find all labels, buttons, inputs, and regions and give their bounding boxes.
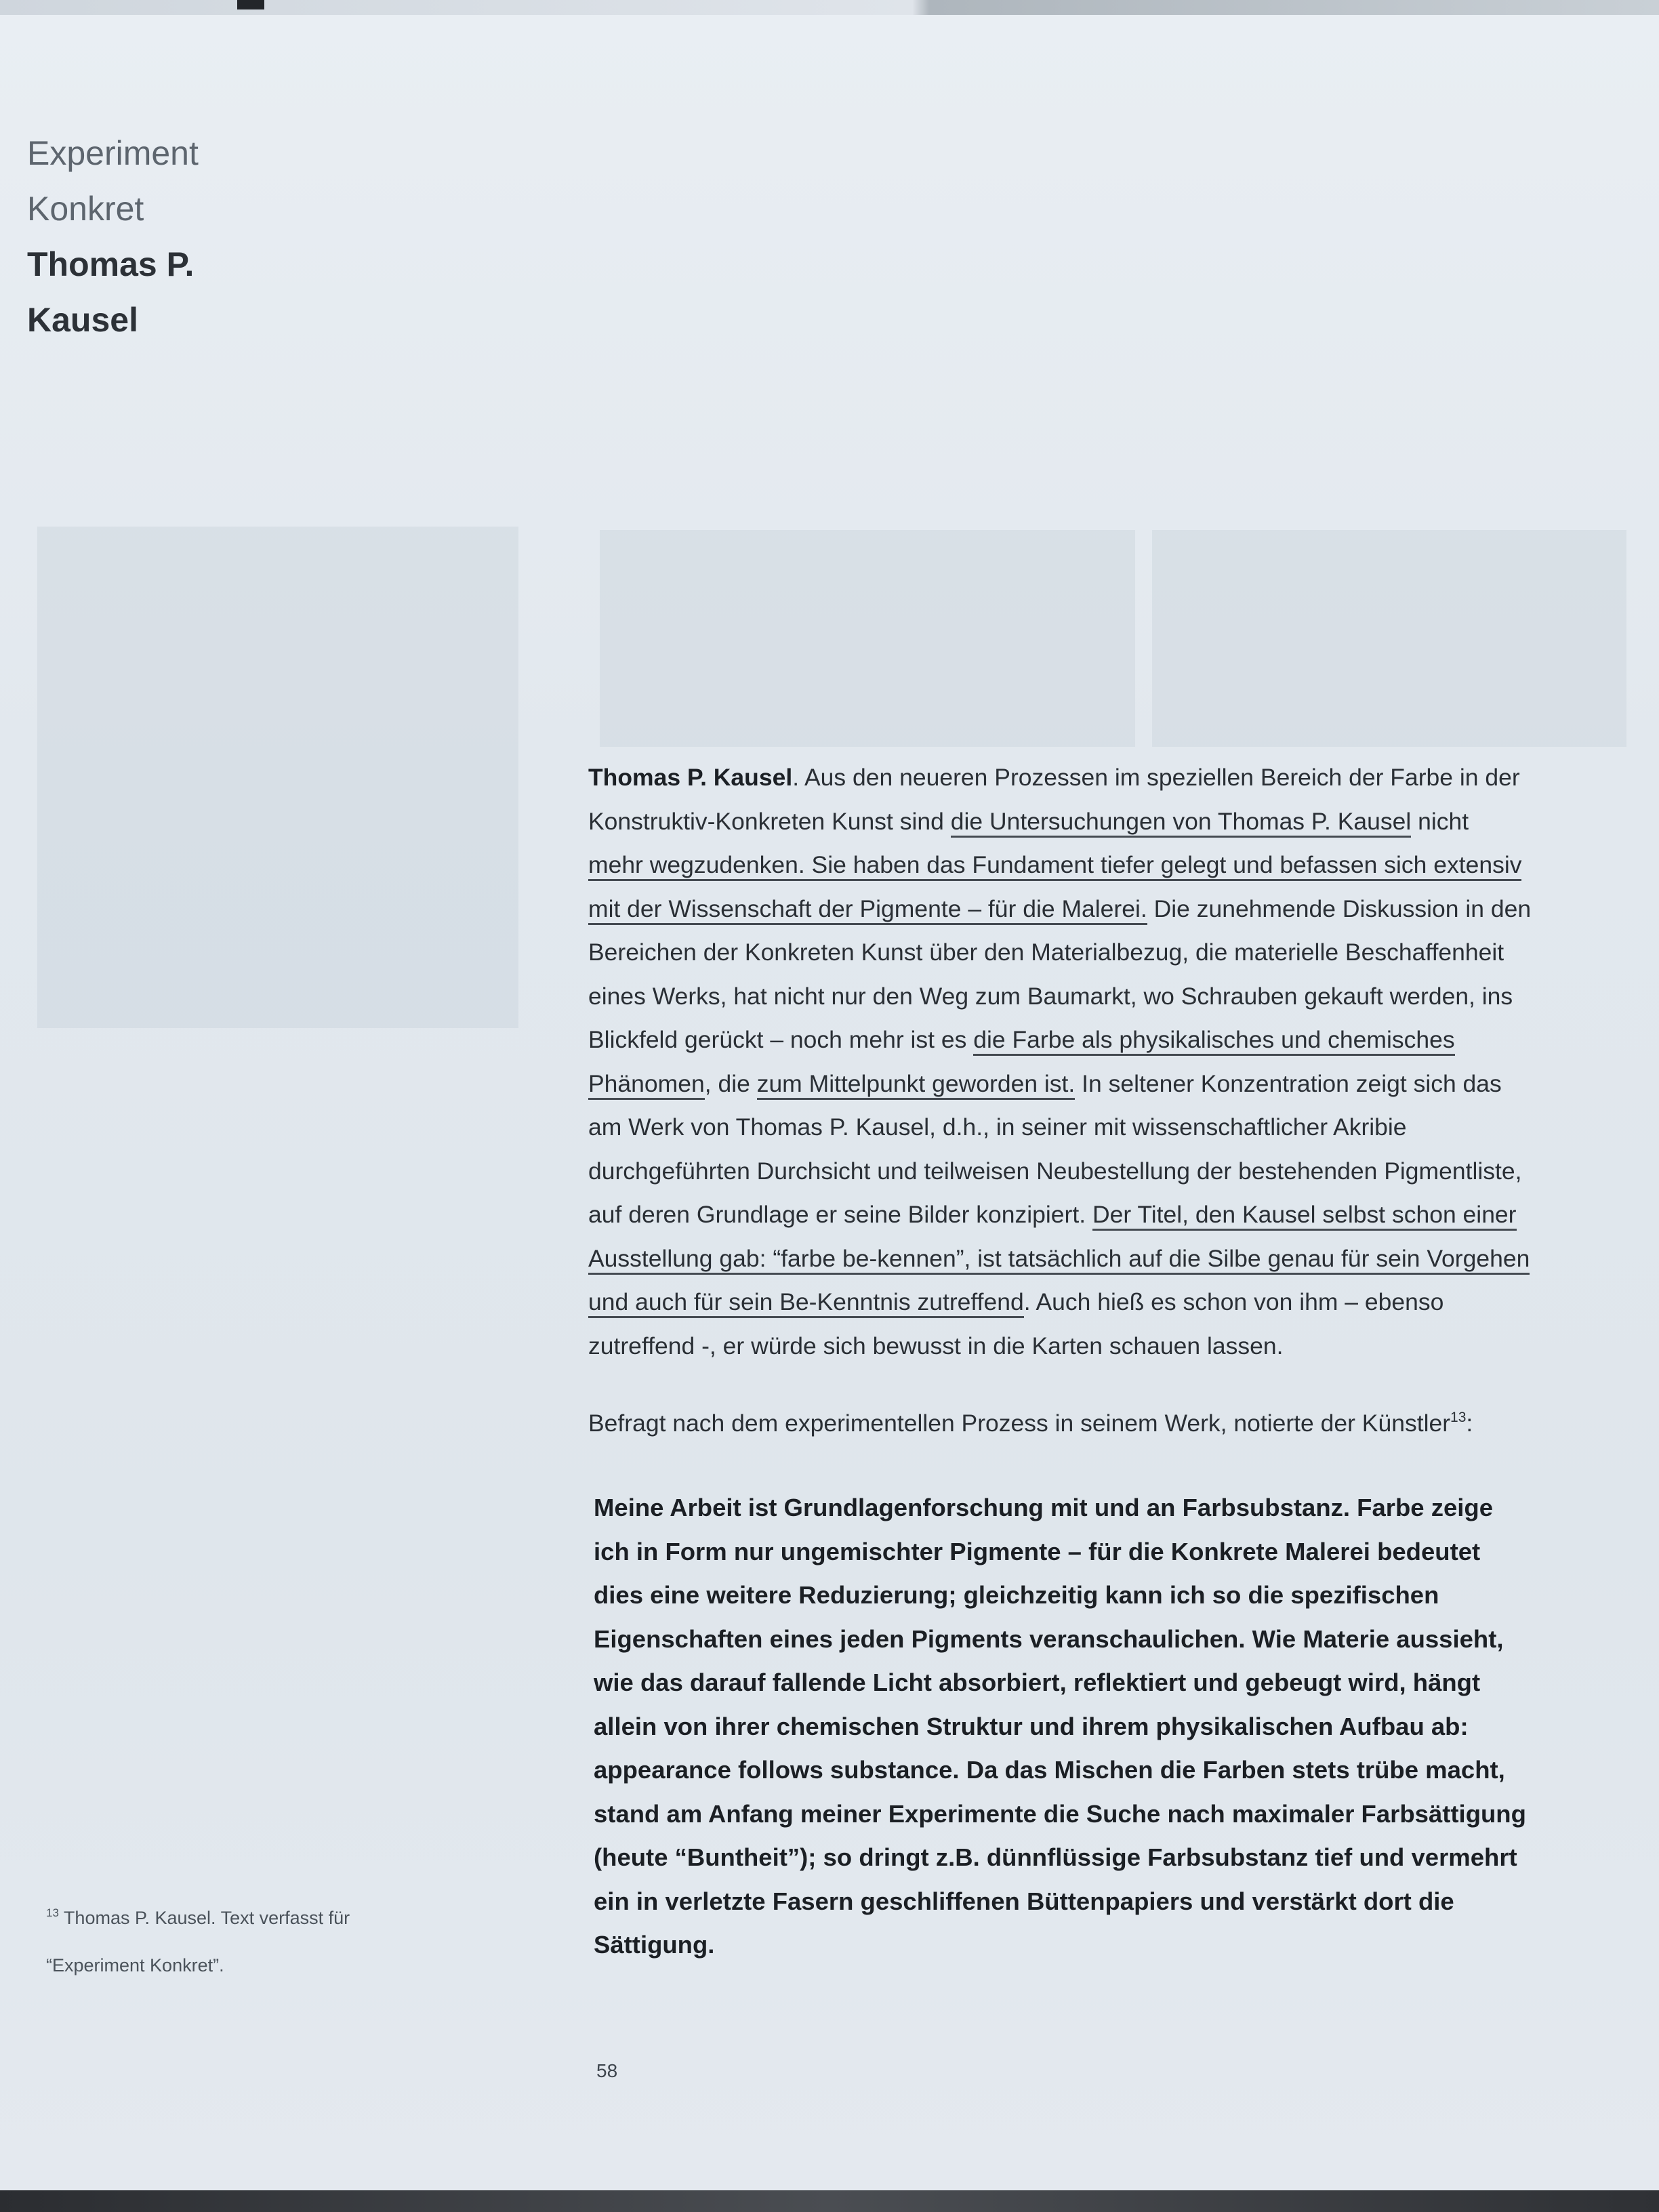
quote-line: wie das darauf fallende Licht absorbiert, reflektiert und gebeugt wird, hängt [594, 1668, 1481, 1696]
quote-line: Meine Arbeit ist Grundlagenforschung mit und an Farbsubstanz. Farbe zeige [594, 1494, 1493, 1521]
footnote-ref: 13 [1450, 1410, 1467, 1425]
quote-line: stand am Anfang meiner Experimente die Suche nach maximaler Farbsättigung [594, 1799, 1526, 1828]
text-line [588, 800, 1645, 844]
heading-line: Thomas P. [27, 245, 194, 283]
top-edge-strip [0, 0, 1659, 16]
show-through-shape [600, 530, 1135, 747]
chapter-heading [27, 125, 366, 348]
quote-line: dies eine weitere Reduzierung; gleichzeitig kann ich so die spezifischen [594, 1581, 1439, 1609]
underlined-span: und auch für sein Be-Kenntnis zutreffend [588, 1288, 1024, 1318]
text-span: : [1466, 1410, 1473, 1437]
heading-line: Kausel [27, 301, 138, 339]
text-line: zutreffend -, er würde sich bewusst in die Karten schauen lassen. [588, 1332, 1284, 1359]
main-paragraph [588, 756, 1645, 1368]
text-span: , die [704, 1069, 757, 1097]
quote-intro [588, 1401, 1645, 1446]
footnote-line [46, 1894, 466, 1942]
text-span: In seltener Konzentration zeigt sich das [1075, 1069, 1502, 1097]
text-span: nicht [1411, 807, 1469, 835]
text-line: durchgeführten Durchsicht und teilweisen Neubestellung der bestehenden Pigmentliste, [588, 1157, 1522, 1185]
artist-quote [594, 1486, 1644, 1967]
text-line [588, 843, 1645, 887]
quote-line: Eigenschaften eines jeden Pigments veranschaulichen. Wie Materie aussieht, [594, 1624, 1504, 1653]
quote-line: appearance follows substance. Da das Mischen die Farben stets trübe macht, [594, 1756, 1505, 1784]
quote-line: ich in Form nur ungemischter Pigmente – für die Konkrete Malerei bedeutet [594, 1537, 1481, 1565]
text-span: . Auch hieß es schon von ihm – ebenso [1023, 1288, 1444, 1315]
text-line: Bereichen der Konkreten Kunst über den Materialbezug, die materielle Beschaffenheit [588, 939, 1504, 966]
underlined-span: die Farbe als physikalisches und chemisches [973, 1026, 1454, 1056]
underlined-span: die Untersuchungen von Thomas P. Kausel [951, 808, 1412, 838]
quote-line: Sättigung. [594, 1931, 715, 1959]
text-span: Konstruktiv-Konkreten Kunst sind [588, 807, 951, 835]
underlined-span: zum Mittelpunkt geworden ist. [757, 1070, 1076, 1100]
text-line [588, 1062, 1645, 1106]
text-line: eines Werks, hat nicht nur den Weg zum Baumarkt, wo Schrauben gekauft werden, ins [588, 982, 1513, 1010]
top-edge-dark-mark [237, 0, 264, 9]
quote-line: ein in verletzte Fasern geschliffenen Büttenpapiers und verstärkt dort die [594, 1887, 1454, 1915]
heading-line: Experiment [27, 134, 199, 172]
underlined-span: Phänomen [588, 1070, 705, 1100]
underlined-span: mit der Wissenschaft der Pigmente – für die Malerei. [588, 895, 1147, 925]
text-span: Die zunehmende Diskussion in den [1147, 895, 1532, 922]
text-line [588, 1237, 1645, 1281]
show-through-shape [37, 527, 518, 1028]
text-span: Befragt nach dem experimentellen Prozess in seinem Werk, notierte der Künstler [588, 1410, 1451, 1437]
text-span: auf deren Grundlage er seine Bilder konzipiert. [588, 1201, 1092, 1228]
text-line: am Werk von Thomas P. Kausel, d.h., in seiner mit wissenschaftlicher Akribie [588, 1113, 1407, 1141]
text-line [588, 887, 1645, 931]
lead-name: Thomas P. Kausel [588, 764, 793, 791]
underlined-span: Der Titel, den Kausel selbst schon einer [1092, 1201, 1517, 1231]
text-span: . Aus den neueren Prozessen im speziellen Bereich der Farbe in der [792, 764, 1520, 791]
text-line [588, 1018, 1645, 1062]
text-line [588, 756, 1645, 800]
show-through-shape [1152, 530, 1626, 747]
underlined-span: mehr wegzudenken [588, 851, 798, 881]
quote-line: (heute “Buntheit”); so dringt z.B. dünnflüssige Farbsubstanz tief und vermehrt [594, 1843, 1517, 1871]
underlined-span: . Sie haben das Fundament tiefer gelegt und befassen sich extensiv [798, 851, 1522, 881]
footnote [46, 1894, 466, 1989]
underlined-span: Ausstellung gab: “farbe be-kennen”, ist tatsächlich auf die Silbe genau für sein Vorgehen [588, 1245, 1530, 1275]
text-span: Thomas P. Kausel. Text verfasst für [58, 1908, 350, 1928]
text-line [588, 1193, 1645, 1237]
quote-line: allein von ihrer chemischen Struktur und ihrem physikalischen Aufbau ab: [594, 1712, 1469, 1740]
footnote-line: “Experiment Konkret”. [46, 1955, 224, 1975]
text-span: Blickfeld gerückt – noch mehr ist es [588, 1026, 974, 1053]
footnote-number: 13 [46, 1906, 59, 1919]
text-line [588, 1401, 1645, 1446]
heading-line: Konkret [27, 190, 144, 228]
bottom-edge [0, 2190, 1659, 2212]
page-number: 58 [596, 2060, 618, 2081]
text-line [588, 1280, 1645, 1324]
